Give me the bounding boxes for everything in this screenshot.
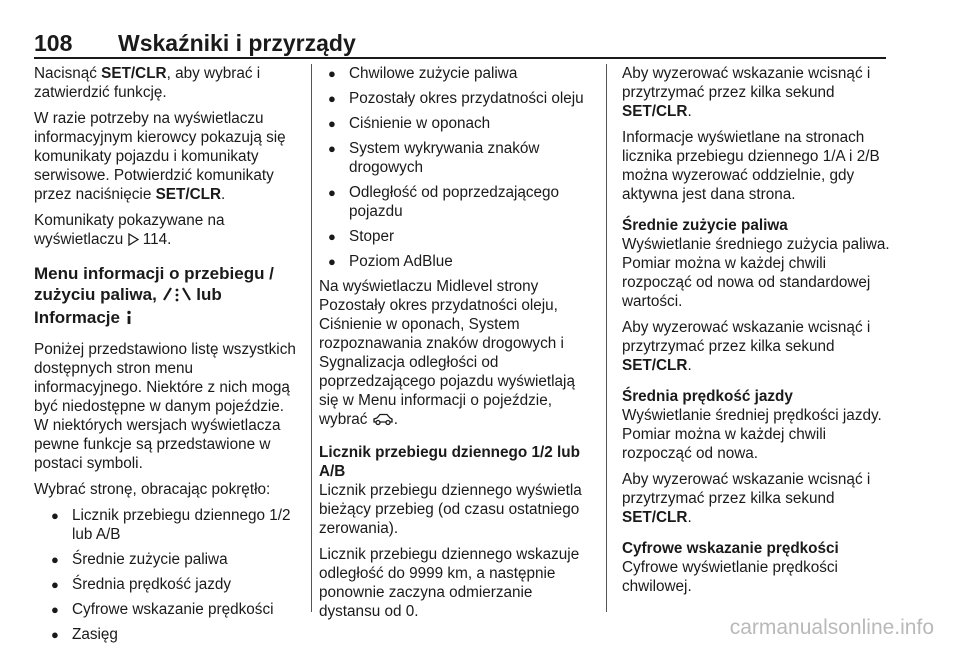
column-2 bbox=[319, 64, 597, 628]
page-list bbox=[34, 506, 302, 644]
text: Aby wyzerować wskazanie wcisnąć i przytrzymać przez kilka sekund bbox=[622, 319, 871, 355]
bullet: ● bbox=[328, 141, 336, 156]
watermark: carmanualsonline.info bbox=[729, 616, 934, 639]
bullet: ● bbox=[51, 602, 59, 617]
button-name: SET/CLR bbox=[622, 357, 688, 374]
bullet: ● bbox=[51, 577, 59, 592]
list-item bbox=[42, 506, 302, 544]
bullet: ● bbox=[328, 66, 336, 81]
paragraph bbox=[34, 64, 302, 102]
list-item-label: Licznik przebiegu dziennego 1/2 lub A/B bbox=[72, 507, 291, 543]
section-heading: Średnie zużycie paliwa bbox=[622, 217, 788, 234]
paragraph: Wyświetlanie średniej prędkości jazdy. Pomiar można w każdej chwili rozpocząć od nowa. bbox=[622, 407, 882, 462]
paragraph: Cyfrowe wyświetlanie prędkości chwilowej. bbox=[622, 559, 838, 595]
paragraph bbox=[34, 211, 302, 251]
button-name: SET/CLR bbox=[155, 186, 222, 203]
page-number: 108 bbox=[34, 30, 73, 56]
list-item-label: Pozostały okres przydatności oleju bbox=[349, 90, 584, 107]
text: Aby wyzerować wskazanie wcisnąć i przytrzymać przez kilka sekund bbox=[622, 471, 871, 507]
list-item-label: Średnia prędkość jazdy bbox=[72, 576, 232, 593]
list-item-label: Stoper bbox=[349, 228, 395, 245]
paragraph bbox=[622, 470, 894, 527]
paragraph: Licznik przebiegu dziennego wskazuje odległość do 9999 km, a następnie ponownie zaczyna odmierzanie dystansu od 0. bbox=[319, 546, 580, 620]
button-name: SET/CLR bbox=[622, 509, 688, 526]
paragraph bbox=[319, 277, 597, 431]
bullet: ● bbox=[328, 91, 336, 106]
bullet: ● bbox=[328, 229, 336, 244]
bullet: ● bbox=[328, 254, 336, 269]
section-heading: Średnia prędkość jazdy bbox=[622, 388, 793, 405]
text: , aby wybrać i zatwierdzić funkcję. bbox=[34, 65, 261, 101]
paragraph bbox=[622, 64, 894, 121]
list-item bbox=[319, 227, 597, 246]
bullet: ● bbox=[51, 552, 59, 567]
section-heading: Cyfrowe wskazanie prędkości bbox=[622, 540, 839, 557]
list-item bbox=[42, 575, 302, 594]
text: . bbox=[393, 411, 398, 428]
list-item-label: Ciśnienie w oponach bbox=[349, 115, 491, 132]
button-name: SET/CLR bbox=[101, 65, 167, 82]
column-3 bbox=[622, 64, 894, 603]
list-item-label: Średnie zużycie paliwa bbox=[72, 551, 228, 568]
button-name: SET/CLR bbox=[622, 103, 688, 120]
column-1 bbox=[34, 64, 302, 650]
text: lub bbox=[191, 285, 222, 304]
page-header bbox=[34, 30, 886, 56]
list-item bbox=[319, 139, 597, 177]
text: Na wyświetlaczu Midlevel strony Pozostały okres przydatności oleju, Ciśnienie w oponach, System rozpoznawania znaków drogowych i Sygnalizacja odległości od poprzedzającego pojazdu wyświetlają się w Menu informacji o pojeździe, wybrać bbox=[319, 278, 575, 428]
bullet: ● bbox=[51, 627, 59, 642]
paragraph: Wyświetlanie średniego zużycia paliwa. Pomiar można w każdej chwili rozpocząć od nowa od standardowej wartości. bbox=[622, 236, 890, 310]
page-list bbox=[319, 64, 597, 271]
info-icon bbox=[125, 309, 133, 330]
bullet: ● bbox=[328, 185, 336, 200]
list-item bbox=[42, 625, 302, 644]
list-item-label: Chwilowe zużycie paliwa bbox=[349, 65, 518, 82]
list-item bbox=[42, 550, 302, 569]
list-item-label: Zasięg bbox=[72, 626, 118, 643]
bullet: ● bbox=[51, 508, 59, 523]
text: Menu informacji o przebiegu / zużyciu paliwa, bbox=[34, 264, 274, 304]
list-item-label: Cyfrowe wskazanie prędkości bbox=[72, 601, 274, 618]
section-heading bbox=[34, 263, 302, 330]
text: Komunikaty pokazywane na wyświetlaczu bbox=[34, 212, 225, 248]
list-item-label: Poziom AdBlue bbox=[349, 253, 453, 270]
list-item bbox=[319, 64, 597, 83]
section-heading: Licznik przebiegu dziennego 1/2 lub A/B bbox=[319, 444, 580, 480]
list-item-label: System wykrywania znaków drogowych bbox=[349, 140, 540, 176]
text: W razie potrzeby na wyświetlaczu informacyjnym kierowcy pokazują się komunikaty pojazdu i komunikaty serwisowe. Potwierdzić komunikaty przez naciśnięcie bbox=[34, 110, 286, 203]
column-divider bbox=[606, 64, 607, 612]
text: . bbox=[221, 186, 226, 203]
list-item bbox=[319, 89, 597, 108]
paragraph: Wybrać stronę, obracając pokrętło: bbox=[34, 481, 271, 498]
text: . bbox=[687, 357, 692, 374]
paragraph bbox=[34, 109, 302, 204]
list-item bbox=[319, 114, 597, 133]
list-item bbox=[319, 252, 597, 271]
column-divider bbox=[311, 64, 312, 612]
bullet: ● bbox=[328, 116, 336, 131]
list-item bbox=[42, 600, 302, 619]
page-reference-arrow-icon[interactable] bbox=[128, 232, 139, 251]
text: Aby wyzerować wskazanie wcisnąć i przytrzymać przez kilka sekund bbox=[622, 65, 871, 101]
paragraph bbox=[622, 318, 894, 375]
page-title: Wskaźniki i przyrządy bbox=[118, 30, 356, 56]
paragraph: Licznik przebiegu dziennego wyświetla bieżący przebieg (od czasu ostatniego zerowania). bbox=[319, 482, 582, 537]
paragraph: Informacje wyświetlane na stronach licznika przebiegu dziennego 1/A i 2/B można wyzerować oddzielnie, gdy aktywna jest dana strona. bbox=[622, 129, 880, 203]
text: . bbox=[687, 103, 692, 120]
trip-info-icon bbox=[162, 286, 192, 307]
header-rule bbox=[34, 57, 886, 59]
text: Informacje bbox=[34, 308, 125, 327]
paragraph: Poniżej przedstawiono listę wszystkich dostępnych stron menu informacyjnego. Niektóre z nich mogą być niedostępne w danym pojeździe. W niektórych wersjach wyświetlacza pewne funkcje są przedstawione w postaci symboli. bbox=[34, 341, 296, 472]
list-item-label: Odległość od poprzedzającego pojazdu bbox=[349, 184, 560, 220]
text: Nacisnąć bbox=[34, 65, 102, 82]
list-item bbox=[319, 183, 597, 221]
page-reference[interactable]: 114. bbox=[138, 231, 172, 248]
vehicle-icon bbox=[372, 412, 394, 431]
text: . bbox=[687, 509, 692, 526]
